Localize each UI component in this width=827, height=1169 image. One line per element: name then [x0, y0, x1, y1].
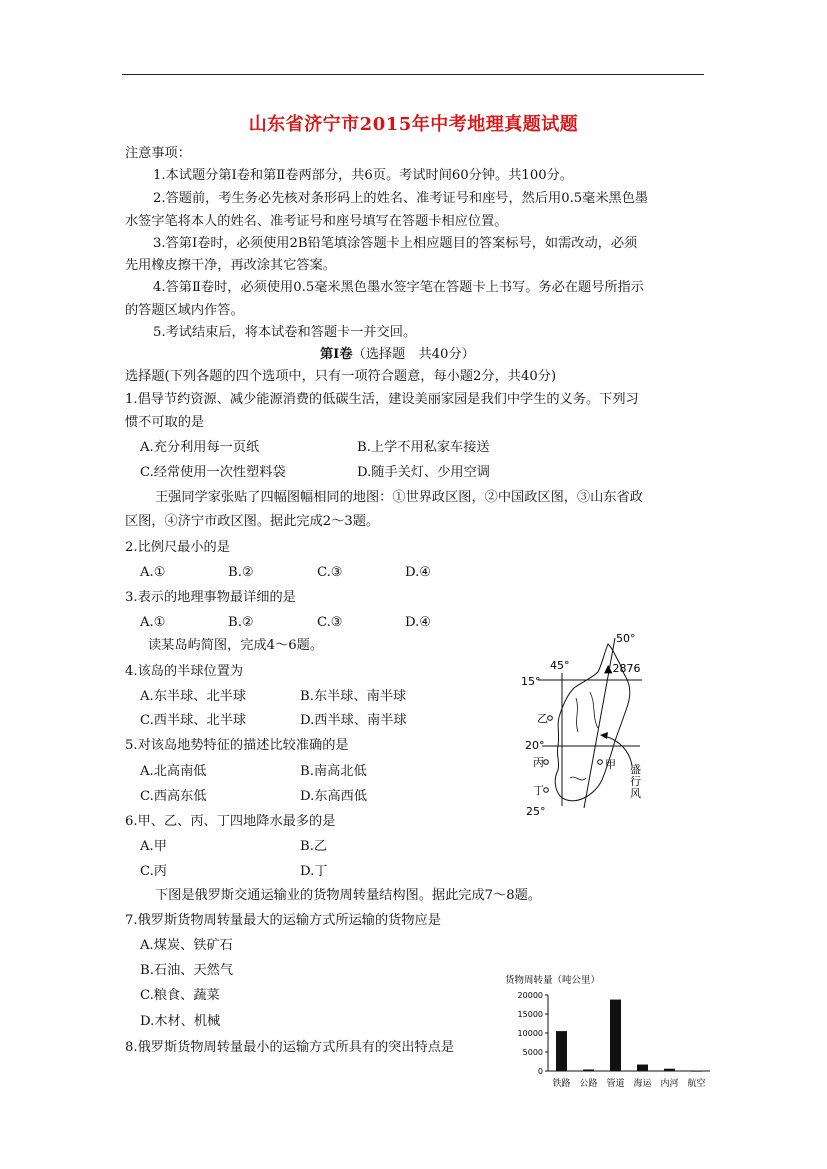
lat-label-15: 15°: [521, 675, 541, 688]
river: [570, 777, 586, 780]
peak-label: ▲2876: [604, 662, 641, 675]
q3-option-a: A.①: [140, 615, 166, 630]
bar-1: [556, 1031, 567, 1071]
notice-heading: 注意事项：: [125, 146, 191, 161]
island-map: [520, 628, 670, 818]
q6-option-c: C.丙: [140, 864, 167, 879]
notice-item: 4.答第Ⅱ卷时，必须使用0.5毫米黑色墨水签字笔在答题卡上书写。务必在题号所指示: [153, 280, 644, 295]
river: [590, 692, 598, 728]
q7-option-a: A.煤炭、铁矿石: [140, 938, 233, 953]
notice-item: 5.考试结束后，将本试卷和答题卡一并交回。: [153, 325, 417, 340]
header-rule: [122, 74, 704, 75]
q5-option-d: D.东高西低: [300, 789, 368, 804]
q7-option-b: B.石油、天然气: [140, 963, 234, 978]
lat-label-25: 25°: [526, 805, 546, 818]
wind-label-1: 盛: [630, 763, 641, 776]
q6-option-b: B.乙: [300, 839, 328, 854]
x-tick-label: 管道: [606, 1079, 625, 1089]
y-tick-label: 5000: [522, 1048, 543, 1057]
wind-label-3: 风: [630, 787, 641, 800]
q3-option-b: B.②: [228, 615, 254, 630]
q5-option-a: A.北高南低: [140, 764, 207, 779]
q7-option-c: C.粮食、蔬菜: [140, 988, 220, 1003]
q1-option-a: A.充分利用每一页纸: [140, 440, 260, 455]
q2-option-a: A.①: [140, 565, 166, 580]
notice-item: 先用橡皮擦干净，再改涂其它答案。: [125, 258, 336, 273]
passage-4-6: 读某岛屿简图，完成4～6题。: [148, 638, 324, 653]
place-jia-label: 甲: [605, 758, 616, 771]
bar-6: [691, 1071, 702, 1072]
q1-stem: 1.倡导节约资源、减少能源消费的低碳生活，建设美丽家园是我们中学生的义务。下列习: [125, 392, 639, 407]
x-tick-label: 铁路: [552, 1079, 571, 1089]
q6-stem: 6.甲、乙、丙、丁四地降水最多的是: [125, 814, 336, 829]
q1-option-b: B.上学不用私家车接送: [357, 440, 490, 455]
place-ding-dot: [544, 788, 549, 793]
notice-item: 3.答第Ⅰ卷时，必须使用2B铅笔填涂答题卡上相应题目的答案标号，如需改动，必须: [153, 236, 638, 251]
q8-stem: 8.俄罗斯货物周转量最小的运输方式所具有的突出特点是: [125, 1040, 455, 1055]
x-tick-label: 航空: [687, 1079, 706, 1089]
chart-title: 货物周转量（吨公里）: [505, 975, 601, 986]
q4-option-d: D.西半球、南半球: [300, 713, 407, 728]
passage-2-3: 王强同学家张贴了四幅图幅相同的地图：①世界政区图，②中国政区图，③山东省政: [155, 490, 643, 505]
x-tick-label: 内河: [660, 1079, 679, 1089]
q5-option-c: C.西高东低: [140, 789, 207, 804]
place-jia-dot: [598, 760, 603, 765]
bar-2: [583, 1069, 594, 1071]
river: [576, 698, 578, 732]
q1-option-c: C.经常使用一次性塑料袋: [140, 465, 286, 480]
q4-option-b: B.东半球、南半球: [300, 689, 407, 704]
page-title: 山东省济宁市2015年中考地理真题试题: [248, 114, 579, 135]
notice-item: 1.本试题分第Ⅰ卷和第Ⅱ卷两部分，共6页。考试时间60分钟。共100分。: [153, 168, 573, 183]
q2-option-d: D.④: [405, 565, 432, 580]
section-intro: 选择题(下列各题的四个选项中，只有一项符合题意，每小题2分，共40分): [125, 369, 557, 384]
notice-item: 的答题区域内作答。: [125, 303, 244, 318]
q6-option-a: A.甲: [140, 839, 167, 854]
q6-option-d: D.丁: [300, 864, 328, 879]
bar-3: [610, 1000, 621, 1071]
section-heading-rest: （选择题 共40分）: [352, 347, 475, 362]
lat-label-20: 20°: [525, 739, 545, 752]
q5-option-b: B.南高北低: [300, 764, 367, 779]
freight-chart: [500, 968, 720, 1098]
section-heading-bold: 第Ⅰ卷: [320, 347, 353, 362]
q7-option-d: D.木材、机械: [140, 1014, 221, 1029]
notice-item: 2.答题前，考生务必先核对条形码上的姓名、准考证号和座号，然后用0.5毫米黑色墨: [153, 191, 649, 206]
x-tick-label: 海运: [633, 1079, 652, 1089]
place-bing-label: 丙: [533, 756, 544, 769]
bar-5: [664, 1069, 675, 1071]
q3-stem: 3.表示的地理事物最详细的是: [125, 590, 296, 605]
q1-stem-cont: 惯不可取的是: [125, 415, 205, 430]
q7-stem: 7.俄罗斯货物周转量最大的运输方式所运输的货物应是: [125, 913, 441, 928]
passage-2-3-cont: 区图，④济宁市政区图。据此完成2～3题。: [125, 514, 380, 529]
q4-option-c: C.西半球、北半球: [140, 713, 247, 728]
place-bing-dot: [544, 760, 549, 765]
wind-arrowhead: [600, 732, 608, 739]
y-tick-label: 15000: [517, 1010, 543, 1019]
y-tick-label: 0: [537, 1067, 543, 1076]
x-tick-label: 公路: [579, 1079, 598, 1089]
q3-option-d: D.④: [405, 615, 432, 630]
lon-label-45: 45°: [550, 659, 570, 672]
q2-option-c: C.③: [317, 565, 343, 580]
q4-option-a: A.东半球、北半球: [140, 689, 247, 704]
y-tick-label: 10000: [517, 1029, 543, 1038]
bar-4: [637, 1065, 648, 1071]
q2-option-b: B.②: [228, 565, 254, 580]
q5-stem: 5.对该岛地势特征的描述比较准确的是: [125, 738, 349, 753]
section-heading: [320, 347, 475, 363]
q3-option-c: C.③: [317, 615, 343, 630]
passage-7-8: 下图是俄罗斯交通运输业的货物周转量结构图。据此完成7～8题。: [155, 888, 542, 903]
place-yi-dot: [548, 716, 553, 721]
lon-label-50: 50°: [616, 632, 636, 645]
place-ding-label: 丁: [533, 784, 544, 797]
q4-stem: 4.该岛的半球位置为: [125, 664, 244, 679]
y-tick-label: 20000: [517, 991, 543, 1000]
place-yi-label: 乙: [537, 712, 548, 725]
wind-label-2: 行: [630, 775, 641, 788]
notice-item: 水签字笔将本人的姓名、准考证号和座号填写在答题卡相应位置。: [125, 214, 508, 229]
q2-stem: 2.比例尺最小的是: [125, 540, 230, 555]
q1-option-d: D.随手关灯、少用空调: [357, 465, 490, 480]
